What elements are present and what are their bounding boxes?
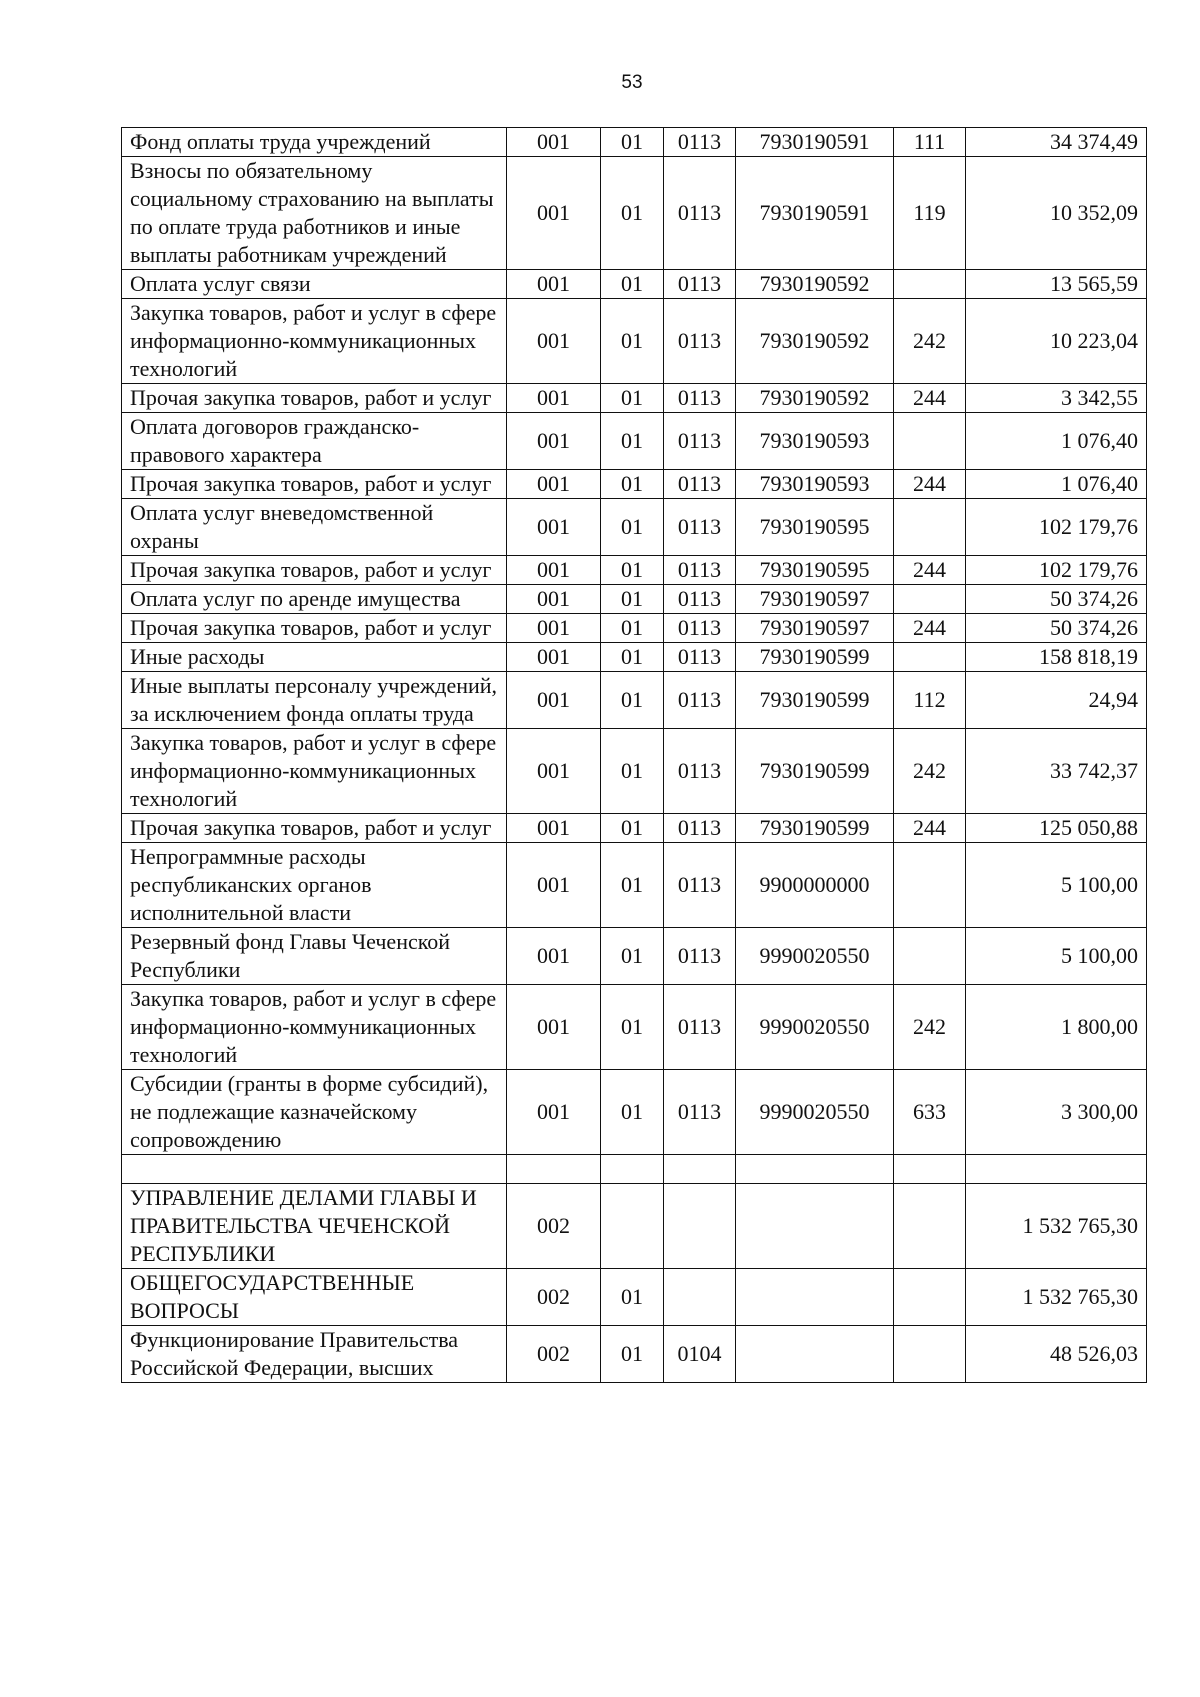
row-pr: 0113 [664, 985, 736, 1070]
row-csr: 9990020550 [736, 928, 894, 985]
row-name: ОБЩЕГОСУДАРСТВЕННЫЕ ВОПРОСЫ [122, 1269, 507, 1326]
row-sum: 1 076,40 [966, 470, 1147, 499]
row-ved: 001 [507, 556, 601, 585]
table-row [122, 413, 1147, 470]
row-pr: 0113 [664, 128, 736, 157]
row-ved: 002 [507, 1326, 601, 1383]
row-sum [966, 1155, 1147, 1184]
row-pr: 0113 [664, 843, 736, 928]
row-rz [601, 1184, 664, 1269]
table-row [122, 556, 1147, 585]
row-name: Закупка товаров, работ и услуг в сфере информационно-коммуникационных технологий [122, 729, 507, 814]
row-csr: 7930190599 [736, 814, 894, 843]
row-ved: 001 [507, 843, 601, 928]
row-rz: 01 [601, 843, 664, 928]
row-pr [664, 1269, 736, 1326]
row-vr [894, 270, 966, 299]
row-pr [664, 1155, 736, 1184]
table-row [122, 928, 1147, 985]
row-vr [894, 585, 966, 614]
row-csr: 7930190591 [736, 128, 894, 157]
row-ved: 001 [507, 270, 601, 299]
row-ved [507, 1155, 601, 1184]
row-ved: 001 [507, 157, 601, 270]
row-rz: 01 [601, 1326, 664, 1383]
row-pr: 0113 [664, 729, 736, 814]
row-rz: 01 [601, 157, 664, 270]
row-csr: 7930190599 [736, 729, 894, 814]
row-ved: 001 [507, 643, 601, 672]
row-pr: 0113 [664, 270, 736, 299]
row-sum: 10 223,04 [966, 299, 1147, 384]
row-vr: 112 [894, 672, 966, 729]
row-name: Прочая закупка товаров, работ и услуг [122, 384, 507, 413]
table-row [122, 585, 1147, 614]
row-vr: 242 [894, 985, 966, 1070]
row-rz: 01 [601, 299, 664, 384]
row-rz: 01 [601, 270, 664, 299]
row-csr: 7930190599 [736, 672, 894, 729]
table-row [122, 729, 1147, 814]
row-sum: 1 532 765,30 [966, 1269, 1147, 1326]
row-sum: 5 100,00 [966, 843, 1147, 928]
row-vr [894, 928, 966, 985]
row-rz: 01 [601, 128, 664, 157]
row-sum: 158 818,19 [966, 643, 1147, 672]
row-csr: 7930190599 [736, 643, 894, 672]
row-rz: 01 [601, 643, 664, 672]
row-name: Функционирование Правительства Российской Федерации, высших [122, 1326, 507, 1383]
row-name: Закупка товаров, работ и услуг в сфере информационно-коммуникационных технологий [122, 299, 507, 384]
row-csr: 7930190597 [736, 585, 894, 614]
row-vr: 244 [894, 614, 966, 643]
table-row [122, 128, 1147, 157]
row-csr: 7930190597 [736, 614, 894, 643]
row-csr: 7930190591 [736, 157, 894, 270]
row-sum: 10 352,09 [966, 157, 1147, 270]
row-vr [894, 1184, 966, 1269]
row-rz: 01 [601, 499, 664, 556]
row-csr: 7930190592 [736, 270, 894, 299]
row-ved: 001 [507, 729, 601, 814]
table-row [122, 1184, 1147, 1269]
row-name: Прочая закупка товаров, работ и услуг [122, 470, 507, 499]
table-row [122, 270, 1147, 299]
row-csr: 9990020550 [736, 1070, 894, 1155]
row-name: Прочая закупка товаров, работ и услуг [122, 814, 507, 843]
table-row [122, 499, 1147, 556]
row-vr: 244 [894, 814, 966, 843]
row-vr [894, 1326, 966, 1383]
table-row [122, 814, 1147, 843]
row-sum: 24,94 [966, 672, 1147, 729]
row-rz: 01 [601, 470, 664, 499]
row-ved: 002 [507, 1184, 601, 1269]
row-sum: 5 100,00 [966, 928, 1147, 985]
row-csr: 7930190595 [736, 556, 894, 585]
row-rz: 01 [601, 729, 664, 814]
row-pr: 0113 [664, 614, 736, 643]
row-ved: 001 [507, 299, 601, 384]
row-name [122, 1155, 507, 1184]
row-vr: 119 [894, 157, 966, 270]
row-pr: 0113 [664, 1070, 736, 1155]
row-ved: 001 [507, 928, 601, 985]
row-pr: 0113 [664, 585, 736, 614]
row-vr [894, 413, 966, 470]
table-row-empty [122, 1155, 1147, 1184]
table-row [122, 1269, 1147, 1326]
row-sum: 102 179,76 [966, 556, 1147, 585]
table-row [122, 157, 1147, 270]
row-ved: 002 [507, 1269, 601, 1326]
row-sum: 33 742,37 [966, 729, 1147, 814]
row-csr [736, 1326, 894, 1383]
row-vr: 633 [894, 1070, 966, 1155]
row-name: Фонд оплаты труда учреждений [122, 128, 507, 157]
row-vr: 242 [894, 729, 966, 814]
row-sum: 13 565,59 [966, 270, 1147, 299]
row-ved: 001 [507, 1070, 601, 1155]
row-ved: 001 [507, 384, 601, 413]
row-ved: 001 [507, 128, 601, 157]
row-sum: 3 342,55 [966, 384, 1147, 413]
row-pr: 0113 [664, 556, 736, 585]
row-sum: 102 179,76 [966, 499, 1147, 556]
row-csr [736, 1269, 894, 1326]
row-rz: 01 [601, 614, 664, 643]
row-pr: 0113 [664, 157, 736, 270]
table-row [122, 470, 1147, 499]
row-name: Субсидии (гранты в форме субсидий), не подлежащие казначейскому сопровождению [122, 1070, 507, 1155]
row-pr: 0113 [664, 299, 736, 384]
row-sum: 50 374,26 [966, 585, 1147, 614]
row-name: Оплата услуг по аренде имущества [122, 585, 507, 614]
row-csr: 7930190593 [736, 413, 894, 470]
row-rz: 01 [601, 413, 664, 470]
row-csr: 7930190593 [736, 470, 894, 499]
row-name: Прочая закупка товаров, работ и услуг [122, 556, 507, 585]
row-vr: 244 [894, 556, 966, 585]
row-sum: 50 374,26 [966, 614, 1147, 643]
row-ved: 001 [507, 585, 601, 614]
row-rz: 01 [601, 585, 664, 614]
row-sum: 1 076,40 [966, 413, 1147, 470]
row-name: Непрограммные расходы республиканских органов исполнительной власти [122, 843, 507, 928]
row-csr [736, 1155, 894, 1184]
row-csr: 7930190592 [736, 384, 894, 413]
row-pr: 0113 [664, 928, 736, 985]
row-vr [894, 1155, 966, 1184]
row-rz: 01 [601, 1070, 664, 1155]
table-row [122, 1326, 1147, 1383]
row-ved: 001 [507, 470, 601, 499]
row-ved: 001 [507, 985, 601, 1070]
row-pr: 0113 [664, 384, 736, 413]
row-ved: 001 [507, 672, 601, 729]
row-rz: 01 [601, 556, 664, 585]
row-name: Закупка товаров, работ и услуг в сфере информационно-коммуникационных технологий [122, 985, 507, 1070]
row-rz: 01 [601, 672, 664, 729]
row-vr: 244 [894, 470, 966, 499]
row-vr: 111 [894, 128, 966, 157]
row-sum: 3 300,00 [966, 1070, 1147, 1155]
row-ved: 001 [507, 614, 601, 643]
row-name: УПРАВЛЕНИЕ ДЕЛАМИ ГЛАВЫ И ПРАВИТЕЛЬСТВА ЧЕЧЕНСКОЙ РЕСПУБЛИКИ [122, 1184, 507, 1269]
row-name: Резервный фонд Главы Чеченской Республики [122, 928, 507, 985]
row-ved: 001 [507, 413, 601, 470]
table-row [122, 299, 1147, 384]
row-name: Иные расходы [122, 643, 507, 672]
table-row [122, 643, 1147, 672]
row-sum: 1 532 765,30 [966, 1184, 1147, 1269]
row-name: Прочая закупка товаров, работ и услуг [122, 614, 507, 643]
table-row [122, 672, 1147, 729]
row-csr: 9900000000 [736, 843, 894, 928]
budget-table [121, 127, 1147, 1383]
row-rz: 01 [601, 985, 664, 1070]
row-rz [601, 1155, 664, 1184]
row-pr: 0104 [664, 1326, 736, 1383]
row-sum: 34 374,49 [966, 128, 1147, 157]
row-name: Иные выплаты персоналу учреждений, за исключением фонда оплаты труда [122, 672, 507, 729]
table-row [122, 1070, 1147, 1155]
row-csr: 7930190592 [736, 299, 894, 384]
row-vr: 242 [894, 299, 966, 384]
row-rz: 01 [601, 814, 664, 843]
table-row [122, 843, 1147, 928]
row-csr: 7930190595 [736, 499, 894, 556]
row-pr: 0113 [664, 499, 736, 556]
row-vr: 244 [894, 384, 966, 413]
table-row [122, 614, 1147, 643]
row-sum: 125 050,88 [966, 814, 1147, 843]
row-name: Взносы по обязательному социальному страхованию на выплаты по оплате труда работников и иные выплаты работникам учреждений [122, 157, 507, 270]
row-vr [894, 643, 966, 672]
row-vr [894, 1269, 966, 1326]
row-csr: 9990020550 [736, 985, 894, 1070]
row-name: Оплата услуг связи [122, 270, 507, 299]
table-row [122, 985, 1147, 1070]
page-number: 53 [621, 72, 643, 93]
row-pr: 0113 [664, 814, 736, 843]
row-vr [894, 499, 966, 556]
row-pr: 0113 [664, 413, 736, 470]
row-name: Оплата договоров гражданско-правового характера [122, 413, 507, 470]
row-csr [736, 1184, 894, 1269]
table-row [122, 384, 1147, 413]
row-name: Оплата услуг вневедомственной охраны [122, 499, 507, 556]
row-pr: 0113 [664, 470, 736, 499]
row-sum: 48 526,03 [966, 1326, 1147, 1383]
row-pr: 0113 [664, 643, 736, 672]
row-vr [894, 843, 966, 928]
row-pr: 0113 [664, 672, 736, 729]
row-ved: 001 [507, 499, 601, 556]
row-pr [664, 1184, 736, 1269]
row-ved: 001 [507, 814, 601, 843]
row-rz: 01 [601, 1269, 664, 1326]
row-sum: 1 800,00 [966, 985, 1147, 1070]
row-rz: 01 [601, 384, 664, 413]
row-rz: 01 [601, 928, 664, 985]
